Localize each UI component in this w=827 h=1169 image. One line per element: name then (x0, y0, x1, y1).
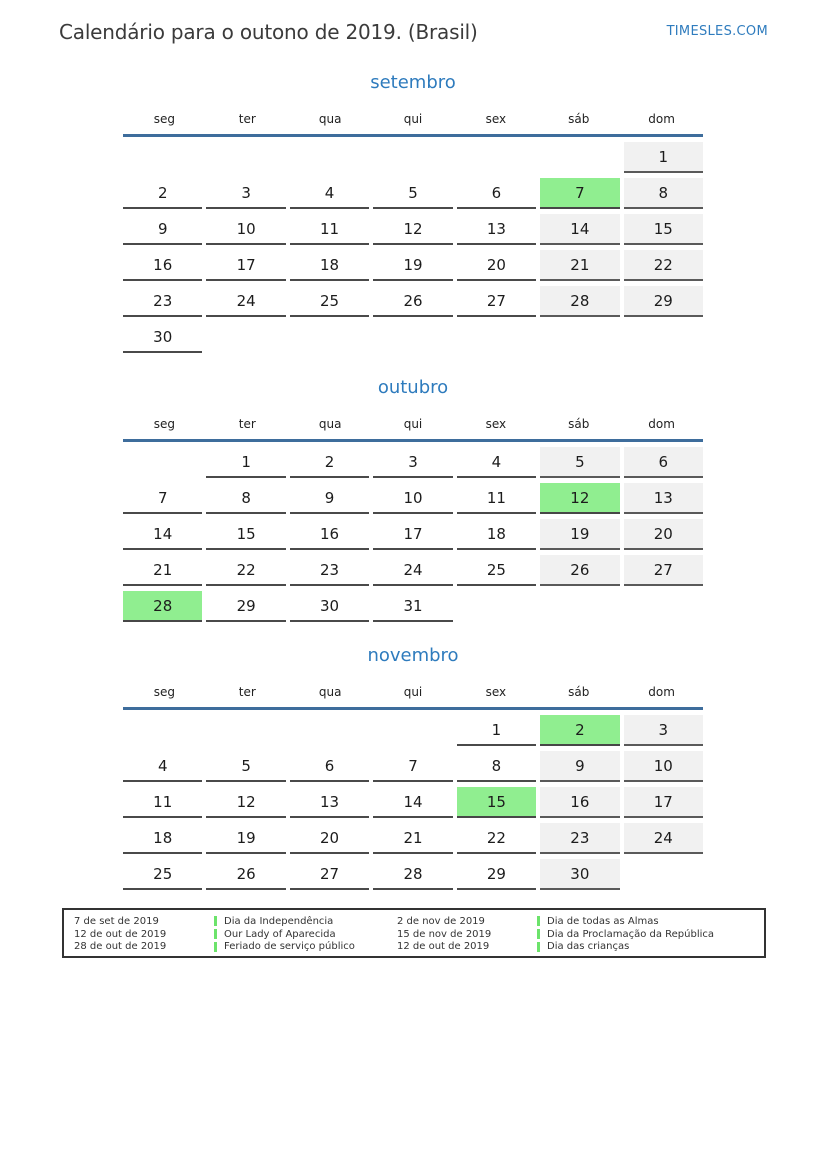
day-cell: 27 (457, 286, 536, 317)
holiday-date: 28 de out de 2019 (74, 941, 167, 953)
empty-cell (373, 715, 452, 746)
day-cell: 25 (457, 555, 536, 586)
day-cell: 11 (123, 787, 202, 818)
day-cell: 1 (624, 142, 703, 173)
day-cell: 6 (457, 178, 536, 209)
day-cell: 24 (373, 555, 452, 586)
empty-cell (123, 447, 202, 478)
weekday-underline-rule (123, 707, 703, 710)
day-cell: 5 (206, 751, 285, 782)
day-cell: 30 (540, 859, 619, 890)
day-cell: 3 (206, 178, 285, 209)
day-cell: 16 (123, 250, 202, 281)
day-cell: 6 (290, 751, 369, 782)
weekday-label: seg (153, 685, 176, 699)
day-cell: 28 (373, 859, 452, 890)
day-cell: 8 (624, 178, 703, 209)
empty-cell (624, 322, 703, 353)
month-setembro (123, 72, 703, 353)
holiday-date: 15 de nov de 2019 (397, 928, 492, 940)
empty-cell (373, 322, 452, 353)
empty-cell (373, 142, 452, 173)
holiday-marker-bar (214, 929, 217, 939)
holiday-name: Dia da Proclamação da República (547, 928, 715, 940)
day-cell: 17 (206, 250, 285, 281)
page-title: Calendário para o outono de 2019. (Brasil) (59, 20, 478, 44)
weekday-label: qua (318, 685, 342, 699)
day-cell: 7 (373, 751, 452, 782)
day-cell: 9 (290, 483, 369, 514)
day-cell: 14 (540, 214, 619, 245)
holiday-marker-bar (537, 916, 540, 926)
day-cell: 4 (123, 751, 202, 782)
month-day-grid (123, 447, 703, 622)
legend-box (62, 908, 766, 958)
day-cell: 25 (123, 859, 202, 890)
weekday-label: seg (153, 417, 176, 431)
weekday-header-row (123, 112, 703, 127)
day-cell: 8 (206, 483, 285, 514)
legend-group (74, 915, 355, 953)
day-cell: 29 (624, 286, 703, 317)
weekday-label: sex (485, 417, 507, 431)
weekday-label: sáb (568, 685, 590, 699)
weekday-label: sex (485, 685, 507, 699)
month-novembro (123, 645, 703, 890)
empty-cell (457, 142, 536, 173)
day-cell: 2 (123, 178, 202, 209)
day-cell: 20 (290, 823, 369, 854)
day-cell: 16 (540, 787, 619, 818)
day-cell: 28 (540, 286, 619, 317)
empty-cell (290, 322, 369, 353)
empty-cell (123, 142, 202, 173)
day-cell: 30 (290, 591, 369, 622)
weekday-label: ter (238, 112, 256, 126)
day-cell: 22 (206, 555, 285, 586)
day-cell: 14 (373, 787, 452, 818)
day-cell: 23 (123, 286, 202, 317)
empty-cell (290, 715, 369, 746)
day-cell: 27 (624, 555, 703, 586)
day-cell: 29 (457, 859, 536, 890)
day-cell: 29 (206, 591, 285, 622)
month-day-grid (123, 142, 703, 353)
day-cell: 22 (624, 250, 703, 281)
empty-cell (206, 715, 285, 746)
day-cell: 3 (624, 715, 703, 746)
day-cell: 7 (123, 483, 202, 514)
month-day-grid (123, 715, 703, 890)
day-cell: 7 (540, 178, 619, 209)
weekday-label: dom (648, 685, 675, 699)
day-cell: 10 (206, 214, 285, 245)
day-cell: 4 (457, 447, 536, 478)
holiday-name: Dia das crianças (547, 941, 630, 953)
legend-group (397, 915, 714, 953)
day-cell: 24 (206, 286, 285, 317)
weekday-label: qui (403, 417, 423, 431)
empty-cell (290, 142, 369, 173)
day-cell: 2 (290, 447, 369, 478)
day-cell: 11 (457, 483, 536, 514)
holiday-name: Dia da Independência (224, 915, 334, 927)
day-cell: 17 (624, 787, 703, 818)
day-cell: 18 (457, 519, 536, 550)
weekday-underline-rule (123, 134, 703, 137)
weekday-label: qui (403, 112, 423, 126)
day-cell: 26 (206, 859, 285, 890)
legend-row (74, 941, 355, 954)
weekday-label: qui (403, 685, 423, 699)
legend-row (397, 928, 714, 941)
day-cell: 15 (624, 214, 703, 245)
day-cell: 23 (540, 823, 619, 854)
empty-cell (457, 591, 536, 622)
day-cell: 12 (206, 787, 285, 818)
weekday-label: qua (318, 112, 342, 126)
day-cell: 19 (206, 823, 285, 854)
weekday-label: sáb (568, 417, 590, 431)
holiday-marker-bar (537, 942, 540, 952)
empty-cell (457, 322, 536, 353)
day-cell: 16 (290, 519, 369, 550)
month-title: novembro (367, 645, 459, 666)
weekday-label: dom (648, 112, 675, 126)
day-cell: 15 (206, 519, 285, 550)
holiday-name: Feriado de serviço público (224, 941, 355, 953)
empty-cell (123, 715, 202, 746)
day-cell: 21 (373, 823, 452, 854)
day-cell: 3 (373, 447, 452, 478)
day-cell: 11 (290, 214, 369, 245)
empty-cell (540, 591, 619, 622)
day-cell: 25 (290, 286, 369, 317)
day-cell: 20 (624, 519, 703, 550)
day-cell: 8 (457, 751, 536, 782)
empty-cell (206, 322, 285, 353)
day-cell: 1 (457, 715, 536, 746)
day-cell: 9 (123, 214, 202, 245)
day-cell: 18 (123, 823, 202, 854)
day-cell: 21 (123, 555, 202, 586)
day-cell: 5 (373, 178, 452, 209)
day-cell: 14 (123, 519, 202, 550)
weekday-label: dom (648, 417, 675, 431)
day-cell: 2 (540, 715, 619, 746)
day-cell: 22 (457, 823, 536, 854)
day-cell: 26 (540, 555, 619, 586)
month-title: outubro (377, 377, 449, 398)
day-cell: 30 (123, 322, 202, 353)
empty-cell (540, 142, 619, 173)
day-cell: 4 (290, 178, 369, 209)
month-outubro (123, 377, 703, 622)
month-title: setembro (370, 72, 456, 93)
weekday-header-row (123, 417, 703, 432)
weekday-label: sáb (568, 112, 590, 126)
weekday-label: qua (318, 417, 342, 431)
legend-row (397, 915, 714, 928)
day-cell: 9 (540, 751, 619, 782)
holiday-marker-bar (214, 916, 217, 926)
empty-cell (206, 142, 285, 173)
empty-cell (624, 859, 703, 890)
day-cell: 10 (624, 751, 703, 782)
legend-row (74, 915, 355, 928)
holiday-name: Our Lady of Aparecida (224, 928, 336, 940)
weekday-label: seg (153, 112, 176, 126)
day-cell: 17 (373, 519, 452, 550)
day-cell: 18 (290, 250, 369, 281)
empty-cell (540, 322, 619, 353)
day-cell: 28 (123, 591, 202, 622)
weekday-underline-rule (123, 439, 703, 442)
day-cell: 20 (457, 250, 536, 281)
holiday-name: Dia de todas as Almas (547, 915, 659, 927)
holiday-date: 12 de out de 2019 (74, 928, 167, 940)
legend-row (397, 941, 714, 954)
day-cell: 31 (373, 591, 452, 622)
day-cell: 13 (290, 787, 369, 818)
day-cell: 5 (540, 447, 619, 478)
day-cell: 19 (373, 250, 452, 281)
weekday-label: ter (238, 417, 256, 431)
holiday-date: 12 de out de 2019 (397, 941, 490, 953)
site-link[interactable]: TIMESLES.COM (666, 24, 768, 39)
legend-row (74, 928, 355, 941)
day-cell: 21 (540, 250, 619, 281)
day-cell: 19 (540, 519, 619, 550)
day-cell: 10 (373, 483, 452, 514)
day-cell: 12 (373, 214, 452, 245)
day-cell: 26 (373, 286, 452, 317)
day-cell: 6 (624, 447, 703, 478)
holiday-marker-bar (537, 929, 540, 939)
day-cell: 24 (624, 823, 703, 854)
day-cell: 13 (624, 483, 703, 514)
day-cell: 13 (457, 214, 536, 245)
day-cell: 15 (457, 787, 536, 818)
empty-cell (624, 591, 703, 622)
day-cell: 27 (290, 859, 369, 890)
holiday-date: 2 de nov de 2019 (397, 915, 485, 927)
weekday-label: sex (485, 112, 507, 126)
day-cell: 1 (206, 447, 285, 478)
holiday-date: 7 de set de 2019 (74, 915, 159, 927)
holiday-marker-bar (214, 942, 217, 952)
weekday-header-row (123, 685, 703, 700)
weekday-label: ter (238, 685, 256, 699)
day-cell: 12 (540, 483, 619, 514)
day-cell: 23 (290, 555, 369, 586)
